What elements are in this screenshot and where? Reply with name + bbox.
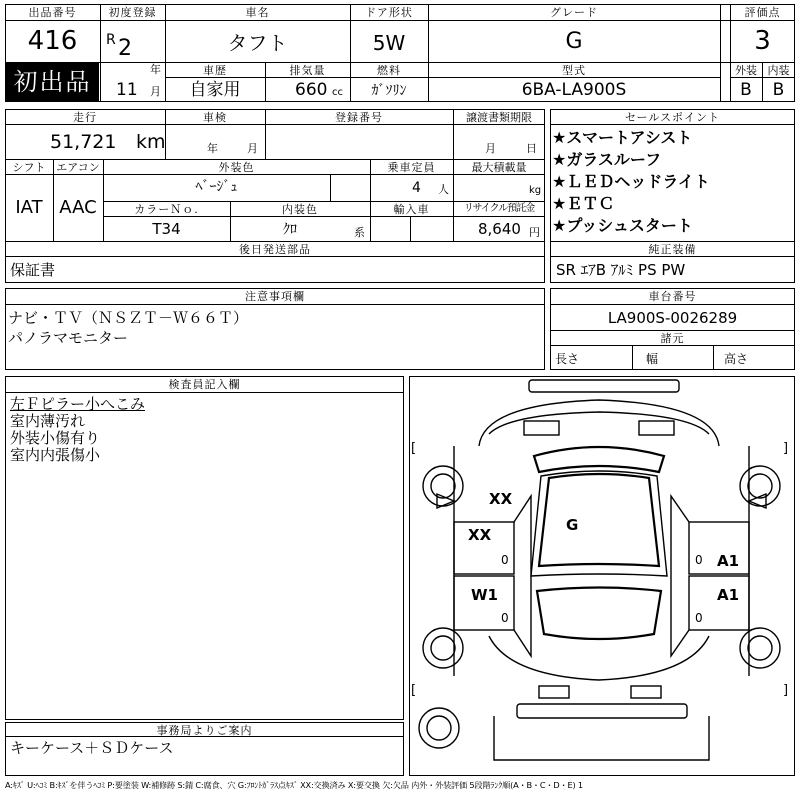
lot-label: 出品番号	[28, 6, 77, 19]
divider	[5, 174, 545, 175]
lot-number: 416	[27, 26, 78, 56]
mileage: 51,721	[50, 131, 117, 153]
hood-inner	[489, 412, 709, 434]
selling-point: ★ＥＴＣ	[552, 194, 615, 213]
color-no-label: カラーＮｏ.	[134, 203, 199, 216]
transfer-deadline-label: 譲渡書類期限	[466, 111, 532, 124]
history: 自家用	[189, 80, 241, 100]
divider	[5, 159, 545, 160]
max-load-unit: kg	[529, 185, 542, 196]
taillight-left	[539, 686, 569, 698]
int-color-unit: 系	[354, 226, 365, 239]
era: R	[106, 32, 116, 48]
damage-mark: G	[566, 516, 579, 534]
divider	[165, 77, 720, 78]
score: 3	[754, 26, 771, 56]
bracket: ]	[783, 683, 789, 698]
car-diagram	[409, 376, 795, 776]
equipment: SR ｴｱB ｱﾙﾐ PS PW	[556, 261, 686, 279]
caution-line: パノラマモニター	[8, 329, 129, 347]
damage-mark: XX	[489, 490, 513, 508]
divider	[330, 174, 331, 201]
capacity-unit: 人	[438, 183, 449, 196]
divider	[632, 345, 633, 370]
divider	[103, 201, 545, 202]
equipment-label: 純正装備	[648, 243, 697, 256]
ac-label: エアコン	[56, 161, 100, 174]
reg-month: 11	[116, 80, 138, 100]
floor-outline	[494, 716, 709, 760]
exterior-label: 外装	[735, 64, 757, 77]
score-label: 評価点	[744, 6, 781, 19]
divider	[713, 345, 714, 370]
legend: A:ｷｽﾞ U:ﾍｺﾐ B:ｷｽﾞを伴うﾍｺﾐ P:要塗装 W:補修跡 S:錆 C:腐食、穴 G:ﾌﾛﾝﾄｶﾞﾗｽ点ｷｽﾞ XX:交換済み X:要交換 欠:欠品 内外・外装評価 5段階ﾗﾝｸ順(A・B・C・D・E) 1	[5, 780, 583, 790]
model-label: 型式	[562, 64, 586, 77]
divider	[550, 330, 795, 331]
month-unit: 月	[150, 85, 161, 98]
selling-point: ★ガラスルーフ	[552, 150, 662, 169]
capacity: 4	[412, 180, 421, 196]
ac: AAC	[59, 197, 97, 218]
roof	[531, 471, 667, 576]
spare-tire	[419, 708, 459, 748]
windshield	[534, 447, 664, 472]
caution-line: ナビ・ＴＶ（ＮＳＺＴ－Ｗ６６Ｔ）	[8, 309, 249, 327]
chassis-number: LA900S-0026289	[607, 309, 738, 327]
grade-label: グレード	[550, 6, 598, 19]
divider	[550, 345, 795, 346]
damage-mark: W1	[471, 586, 498, 604]
zero-mark: 0	[695, 611, 703, 625]
dims-label: 諸元	[660, 332, 685, 345]
headlight-right	[639, 421, 674, 435]
inspection-label: 車検	[203, 111, 227, 124]
divider	[5, 124, 545, 125]
divider	[5, 241, 545, 242]
door-type: 5W	[372, 31, 406, 55]
inspector-line: 室内内張傷小	[10, 446, 101, 464]
bracket: [	[411, 441, 417, 456]
inspection-year-unit: 年	[207, 142, 218, 155]
rear-bumper	[517, 704, 687, 718]
right-pillar	[671, 496, 689, 656]
year-unit: 年	[150, 63, 161, 76]
int-color: ｸﾛ	[283, 222, 297, 238]
divider	[410, 216, 411, 241]
divider	[103, 216, 545, 217]
selling-point: ★ＬＥＤヘッドライト	[552, 172, 710, 191]
transfer-day-unit: 日	[526, 142, 537, 155]
width-label: 幅	[646, 352, 659, 366]
selling-point: ★スマートアシスト	[552, 128, 693, 147]
divider	[100, 62, 795, 63]
reg-number-label: 登録番号	[335, 111, 383, 124]
zero-mark: 0	[501, 611, 509, 625]
divider	[5, 256, 545, 257]
reg-year: 2	[118, 36, 132, 61]
front-bumper	[529, 380, 679, 392]
displacement-label: 排気量	[289, 64, 326, 77]
later-parts-label: 後日発送部品	[239, 243, 311, 256]
bracket: [	[411, 683, 417, 698]
interior-grade: B	[772, 80, 785, 100]
rear-window	[537, 588, 661, 640]
selling-point: ★プッシュスタート	[552, 216, 693, 235]
mileage-unit: km	[136, 131, 166, 153]
zero-mark: 0	[695, 553, 703, 567]
damage-mark: A1	[717, 586, 740, 604]
divider	[550, 241, 795, 242]
recycle-label: リサイクル預託金	[463, 203, 535, 214]
divider	[5, 392, 404, 393]
office-text: キーケース＋ＳＤケース	[10, 739, 174, 757]
divider	[720, 4, 721, 102]
divider	[100, 4, 101, 102]
fuel: ｶﾞｿﾘﾝ	[371, 83, 407, 99]
zero-mark: 0	[501, 553, 509, 567]
first-listing-badge: 初出品	[6, 63, 99, 101]
chassis-label: 車台番号	[648, 290, 697, 303]
import-label: 輸入車	[393, 203, 430, 216]
exterior-grade: B	[740, 80, 752, 100]
inspector-line: 左Ｆピラー小へこみ	[10, 395, 146, 413]
wheel-rr	[740, 628, 780, 668]
height-label: 高さ	[724, 352, 749, 366]
damage-mark: XX	[468, 526, 492, 544]
max-load-label: 最大積載量	[471, 161, 527, 174]
interior-label: 内装	[767, 64, 790, 77]
office-label: 事務局よりご案内	[156, 724, 253, 737]
history-label: 車歴	[203, 64, 227, 77]
shift: IAT	[15, 197, 43, 218]
mileage-label: 走行	[73, 111, 97, 124]
recycle-amount: 8,640	[478, 220, 521, 238]
ext-color-label: 外装色	[218, 161, 255, 174]
ext-color: ﾍﾞｰｼﾞｭ	[195, 179, 238, 195]
length-label: 長さ	[555, 352, 580, 366]
inspector-label: 検査員記入欄	[168, 378, 241, 391]
selling-points-label: セールスポイント	[624, 111, 720, 124]
shift-label: シフト	[12, 161, 46, 174]
wheel-fl	[423, 466, 463, 506]
bracket: ]	[783, 441, 789, 456]
model-code: 6BA-LA900S	[521, 80, 627, 100]
transfer-month-unit: 月	[485, 142, 496, 155]
wheel-fr	[740, 466, 780, 506]
headlight-left	[524, 421, 559, 435]
damage-mark: A1	[717, 552, 740, 570]
displacement-unit: cc	[332, 87, 343, 98]
divider	[550, 256, 795, 257]
capacity-label: 乗車定員	[387, 161, 436, 174]
inspection-month-unit: 月	[247, 142, 258, 155]
int-color-label: 内装色	[282, 203, 318, 216]
displacement: 660	[295, 80, 328, 100]
hood-outline	[479, 400, 719, 446]
grade: G	[565, 29, 583, 54]
divider	[5, 304, 545, 305]
glass-roof	[539, 474, 659, 566]
inspector-line: 外装小傷有り	[10, 429, 101, 447]
caution-label: 注意事項欄	[245, 290, 305, 303]
fuel-label: 燃料	[377, 64, 401, 77]
door-label: ドア形状	[365, 6, 413, 19]
wheel-rl	[423, 628, 463, 668]
later-parts: 保証書	[10, 261, 56, 279]
left-pillar	[514, 496, 531, 656]
inspector-line: 室内薄汚れ	[10, 412, 86, 430]
divider	[5, 20, 795, 21]
taillight-right	[631, 686, 661, 698]
recycle-unit: 円	[529, 226, 540, 239]
car-name-label: 車名	[245, 6, 270, 19]
car-name: タフト	[227, 31, 288, 55]
first-reg-label: 初度登録	[108, 6, 157, 19]
divider	[550, 124, 795, 125]
divider	[550, 304, 795, 305]
color-no: T34	[152, 220, 181, 238]
